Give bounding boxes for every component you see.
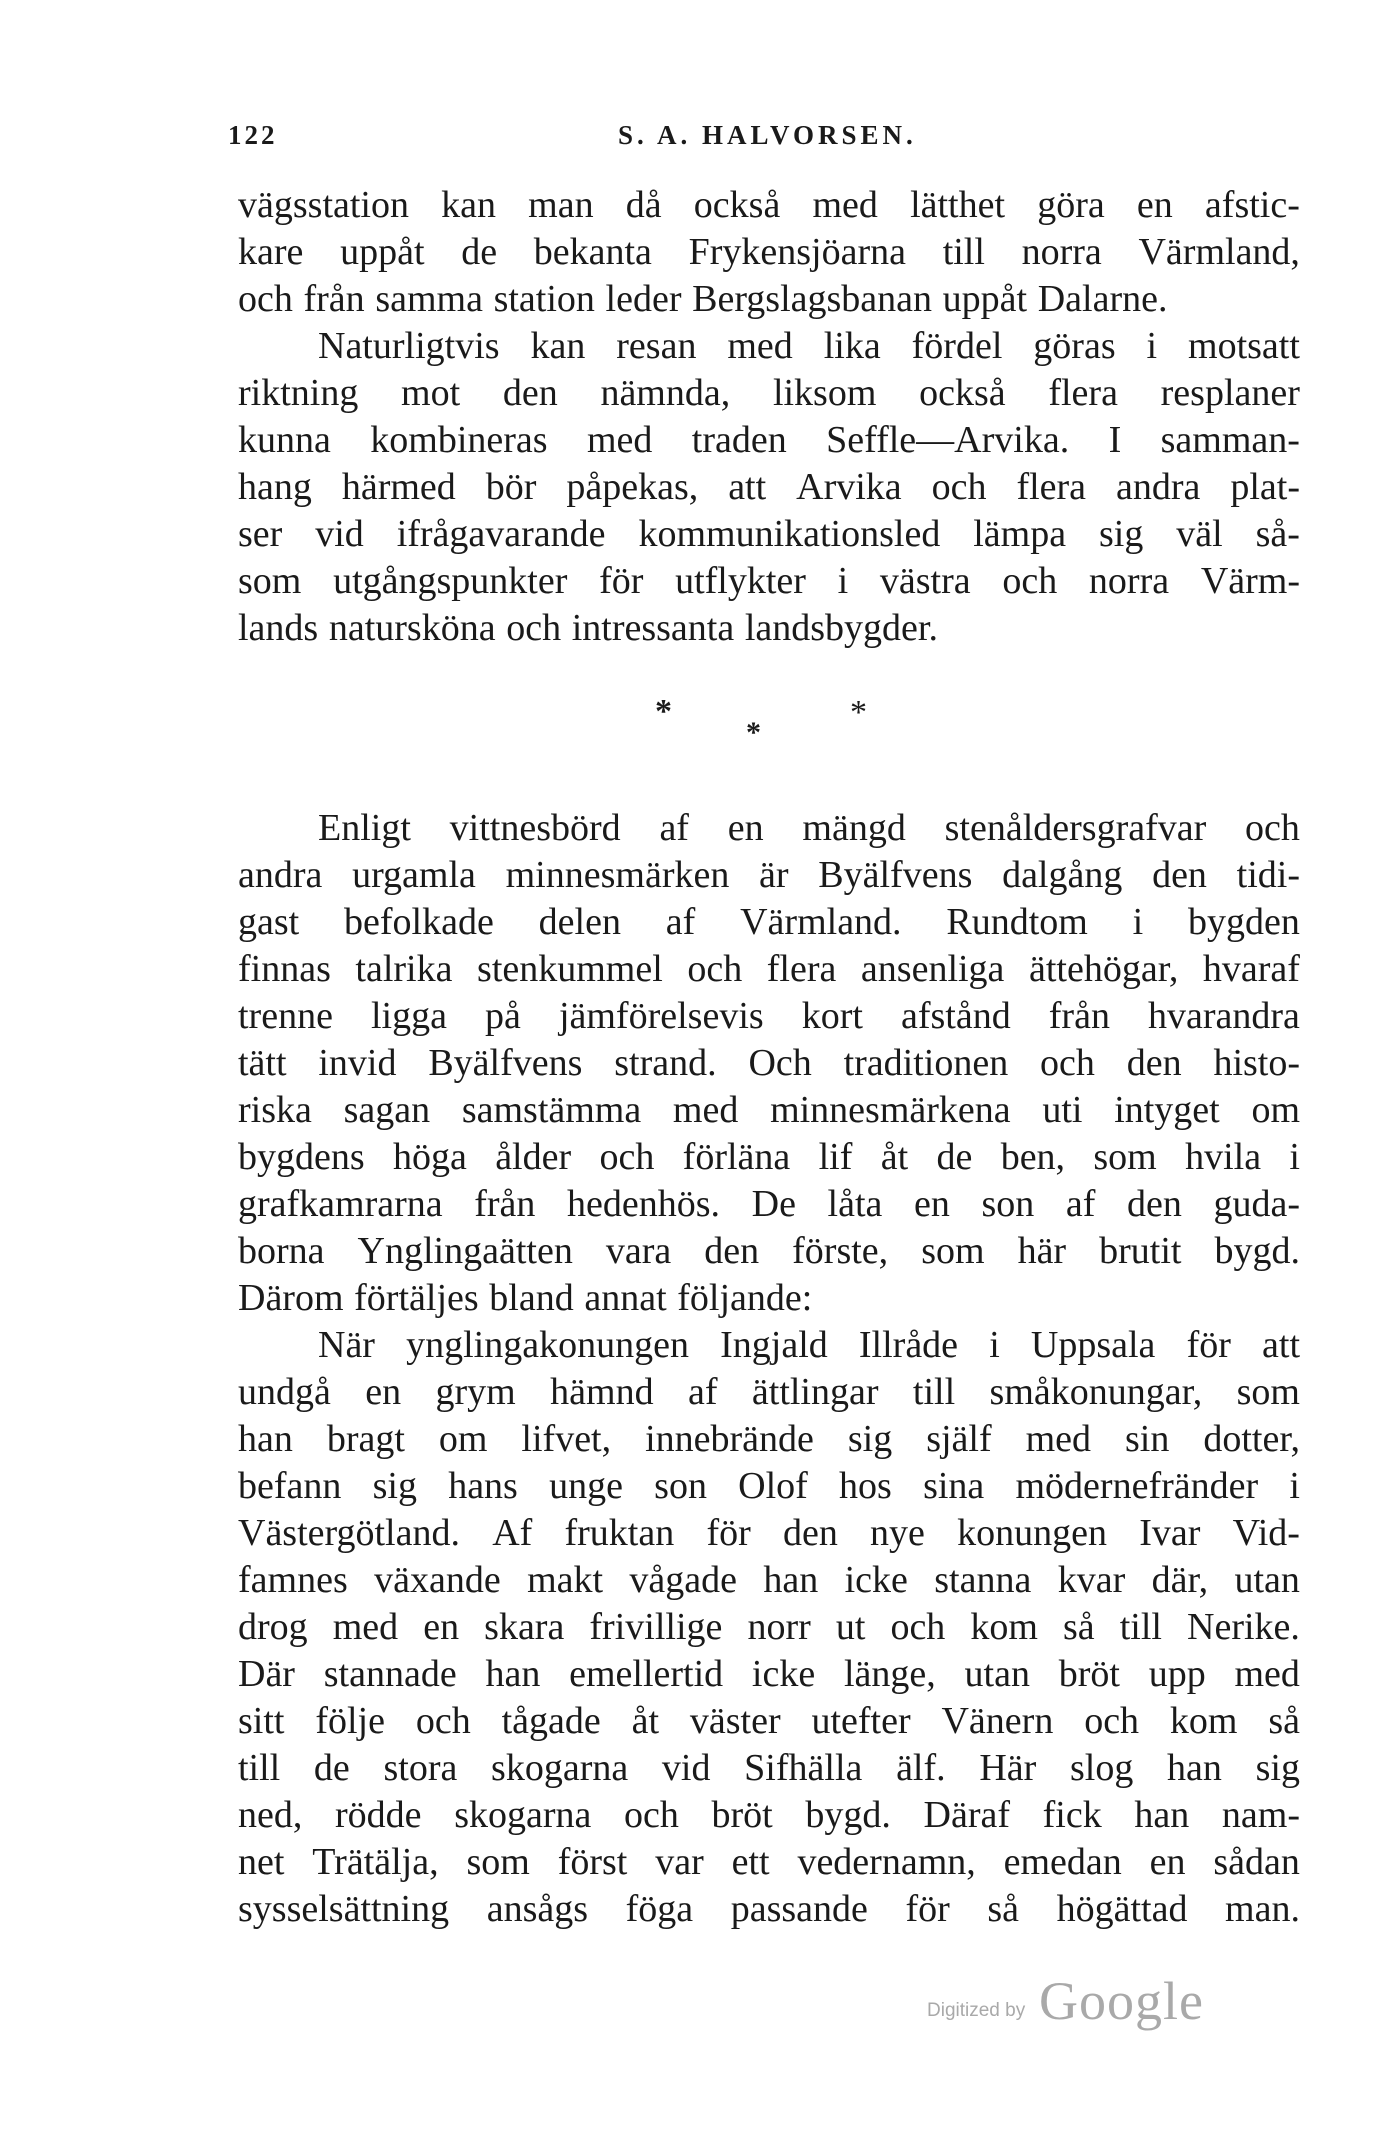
asterism-star: * [746,716,761,749]
text-line: som utgångspunkter för utflykter i västra och norra Värm- [238,560,1300,602]
text-line: Naturligtvis kan resan med lika fördel göras i motsatt [318,325,1300,367]
text-block-top [238,182,1300,652]
text-line: grafkamrarna från hedenhös. De låta en son af den guda- [238,1183,1300,1225]
running-head: S. A. HALVORSEN. [618,120,917,150]
text-line: När ynglingakonungen Ingjald Illråde i Uppsala för att [318,1324,1300,1366]
text-line: drog med en skara frivillige norr ut och kom så till Nerike. [238,1606,1300,1648]
text-block-bottom [238,805,1300,1933]
digitized-watermark [927,1970,1227,2040]
text-line: sitt följe och tågade åt väster utefter Vänern och kom så [238,1700,1300,1742]
text-line: ned, rödde skogarna och bröt bygd. Däraf fick han nam- [238,1794,1300,1836]
text-line: bygdens höga ålder och förläna lif åt de ben, som hvila i [238,1136,1300,1178]
text-line: kare uppåt de bekanta Frykensjöarna till norra Värmland, [238,231,1300,273]
page-number: 122 [228,120,278,150]
text-line: Västergötland. Af fruktan för den nye konungen Ivar Vid- [238,1512,1300,1554]
text-line: andra urgamla minnesmärken är Byälfvens dalgång den tidi- [238,854,1300,896]
text-line: tätt invid Byälfvens strand. Och traditionen och den histo- [238,1042,1300,1084]
text-line: Enligt vittnesbörd af en mängd stenåldersgrafvar och [318,807,1300,849]
text-line: Där stannade han emellertid icke länge, utan bröt upp med [238,1653,1300,1695]
text-line: sysselsättning ansågs föga passande för så högättad man. [238,1888,1300,1930]
text-line: trenne ligga på jämförelsevis kort afstånd från hvarandra [238,995,1300,1037]
text-line: net Trätälja, som först var ett vedernamn, emedan en sådan [238,1841,1300,1883]
text-line: finnas talrika stenkummel och flera ansenliga ättehögar, hvaraf [238,948,1300,990]
text-line: gast befolkade delen af Värmland. Rundtom i bygden [238,901,1300,943]
text-line: riska sagan samstämma med minnesmärkena uti intyget om [238,1089,1300,1131]
text-line: hang härmed bör påpekas, att Arvika och flera andra plat- [238,466,1300,508]
text-line: han bragt om lifvet, innebrände sig själf med sin dotter, [238,1418,1300,1460]
watermark-prefix: Digitized by [927,2000,1026,2021]
google-logo: Google [1039,1971,1204,2031]
page-header [228,120,1273,160]
text-line: ser vid ifrågavarande kommunikationsled lämpa sig väl så- [238,513,1300,555]
text-line: till de stora skogarna vid Sifhälla älf. Här slog han sig [238,1747,1300,1789]
text-line: befann sig hans unge son Olof hos sina mödernefränder i [238,1465,1300,1507]
text-line: famnes växande makt vågade han icke stanna kvar där, utan [238,1559,1300,1601]
text-line: och från samma station leder Bergslagsbanan uppåt Dalarne. [238,278,1168,320]
text-line: riktning mot den nämnda, liksom också flera resplaner [238,372,1300,414]
text-line: borna Ynglingaätten vara den förste, som här brutit bygd. [238,1230,1300,1272]
text-line: kunna kombineras med traden Seffle—Arvika. I samman- [238,419,1300,461]
text-line: lands natursköna och intressanta landsbygder. [238,607,938,649]
asterism-star: * [850,694,867,731]
text-line: vägsstation kan man då också med lätthet göra en afstic- [238,184,1300,226]
text-line: Därom förtäljes bland annat följande: [238,1277,813,1319]
text-line: undgå en grym hämnd af ättlingar till småkonungar, som [238,1371,1300,1413]
asterism-star: * [655,693,672,730]
